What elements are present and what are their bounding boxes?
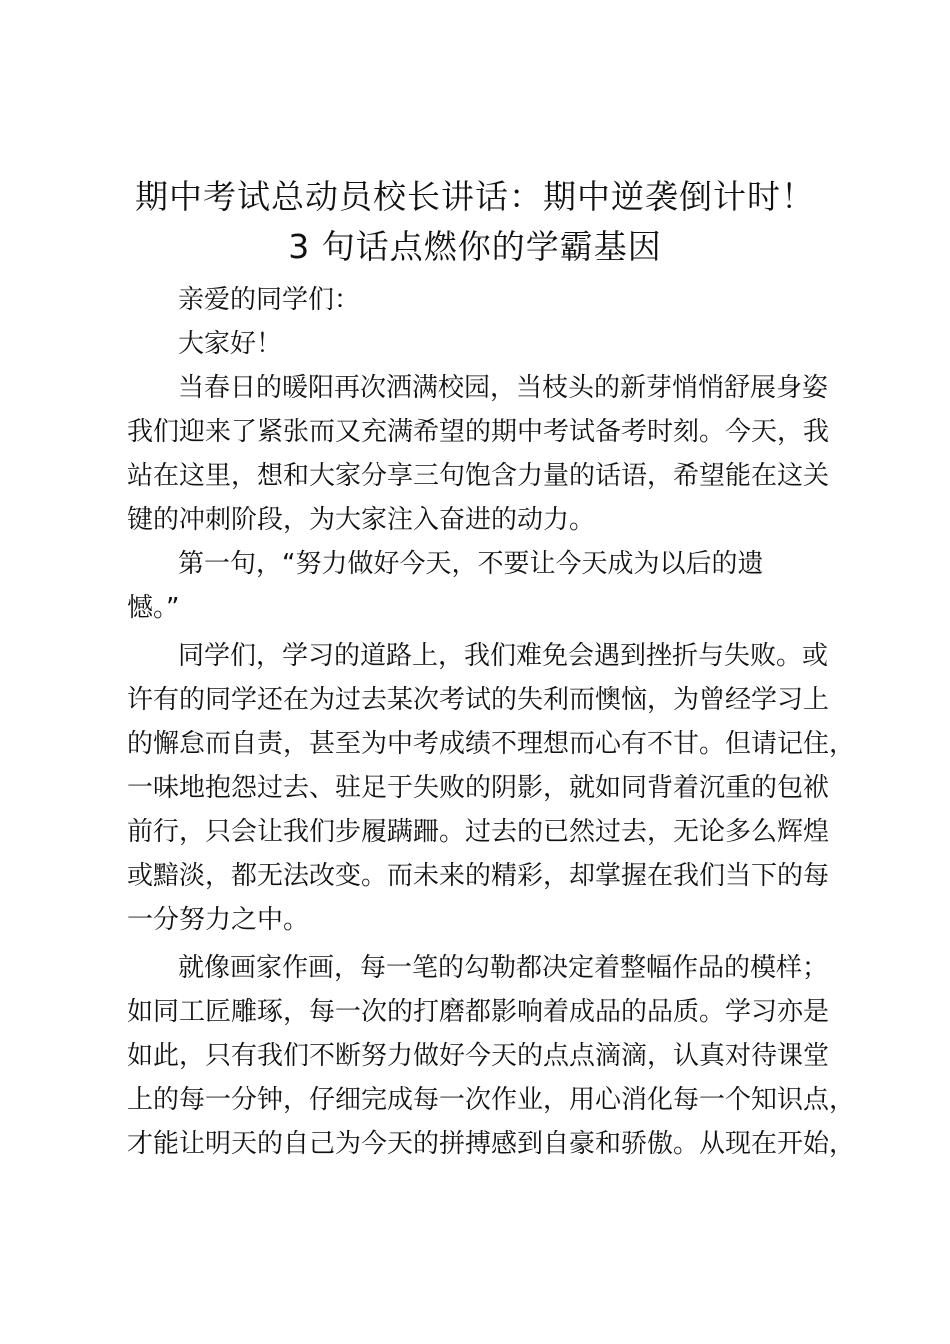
document-title-line-1: 期中考试总动员校长讲话：期中逆袭倒计时！	[135, 177, 815, 216]
paragraph-line: 当春日的暖阳再次洒满校园，当枝头的新芽悄悄舒展身姿	[178, 373, 829, 403]
paragraph-line: 同学们，学习的道路上，我们难免会遇到挫折与失败。或	[178, 641, 829, 671]
paragraph-line: 站在这里，想和大家分享三句饱含力量的话语，希望能在这关	[127, 461, 830, 491]
paragraph-line: 第一句，“努力做好今天，不要让今天成为以后的遗	[178, 549, 764, 579]
paragraph-line: 我们迎来了紧张而又充满希望的期中考试备考时刻。今天，我	[127, 417, 830, 447]
document-title-line-2: 3 句话点燃你的学霸基因	[288, 227, 662, 266]
greeting: 大家好！	[178, 329, 283, 359]
salutation: 亲爱的同学们：	[178, 285, 361, 315]
paragraph-line: 前行，只会让我们步履蹒跚。过去的已然过去，无论多么辉煌	[127, 817, 830, 847]
paragraph-line: 憾。”	[127, 593, 180, 623]
paragraph-line: 一分努力之中。	[127, 905, 310, 935]
paragraph-line: 键的冲刺阶段，为大家注入奋进的动力。	[127, 505, 596, 535]
paragraph-line: 就像画家作画，每一笔的勾勒都决定着整幅作品的模样；	[178, 953, 829, 983]
paragraph-line: 或黯淡，都无法改变。而未来的精彩，却掌握在我们当下的每	[127, 861, 830, 891]
paragraph-line: 许有的同学还在为过去某次考试的失利而懊恼，为曾经学习上	[127, 685, 830, 715]
paragraph-line: 如此，只有我们不断努力做好今天的点点滴滴，认真对待课堂	[127, 1041, 830, 1071]
paragraph-line: 上的每一分钟，仔细完成每一次作业，用心消化每一个知识点，	[127, 1085, 856, 1115]
paragraph-line: 的懈怠而自责，甚至为中考成绩不理想而心有不甘。但请记住，	[127, 729, 856, 759]
paragraph-line: 如同工匠雕琢，每一次的打磨都影响着成品的品质。学习亦是	[127, 997, 830, 1027]
paragraph-line: 才能让明天的自己为今天的拼搏感到自豪和骄傲。从现在开始，	[127, 1129, 856, 1159]
paragraph-line: 一味地抱怨过去、驻足于失败的阴影，就如同背着沉重的包袱	[127, 773, 830, 803]
